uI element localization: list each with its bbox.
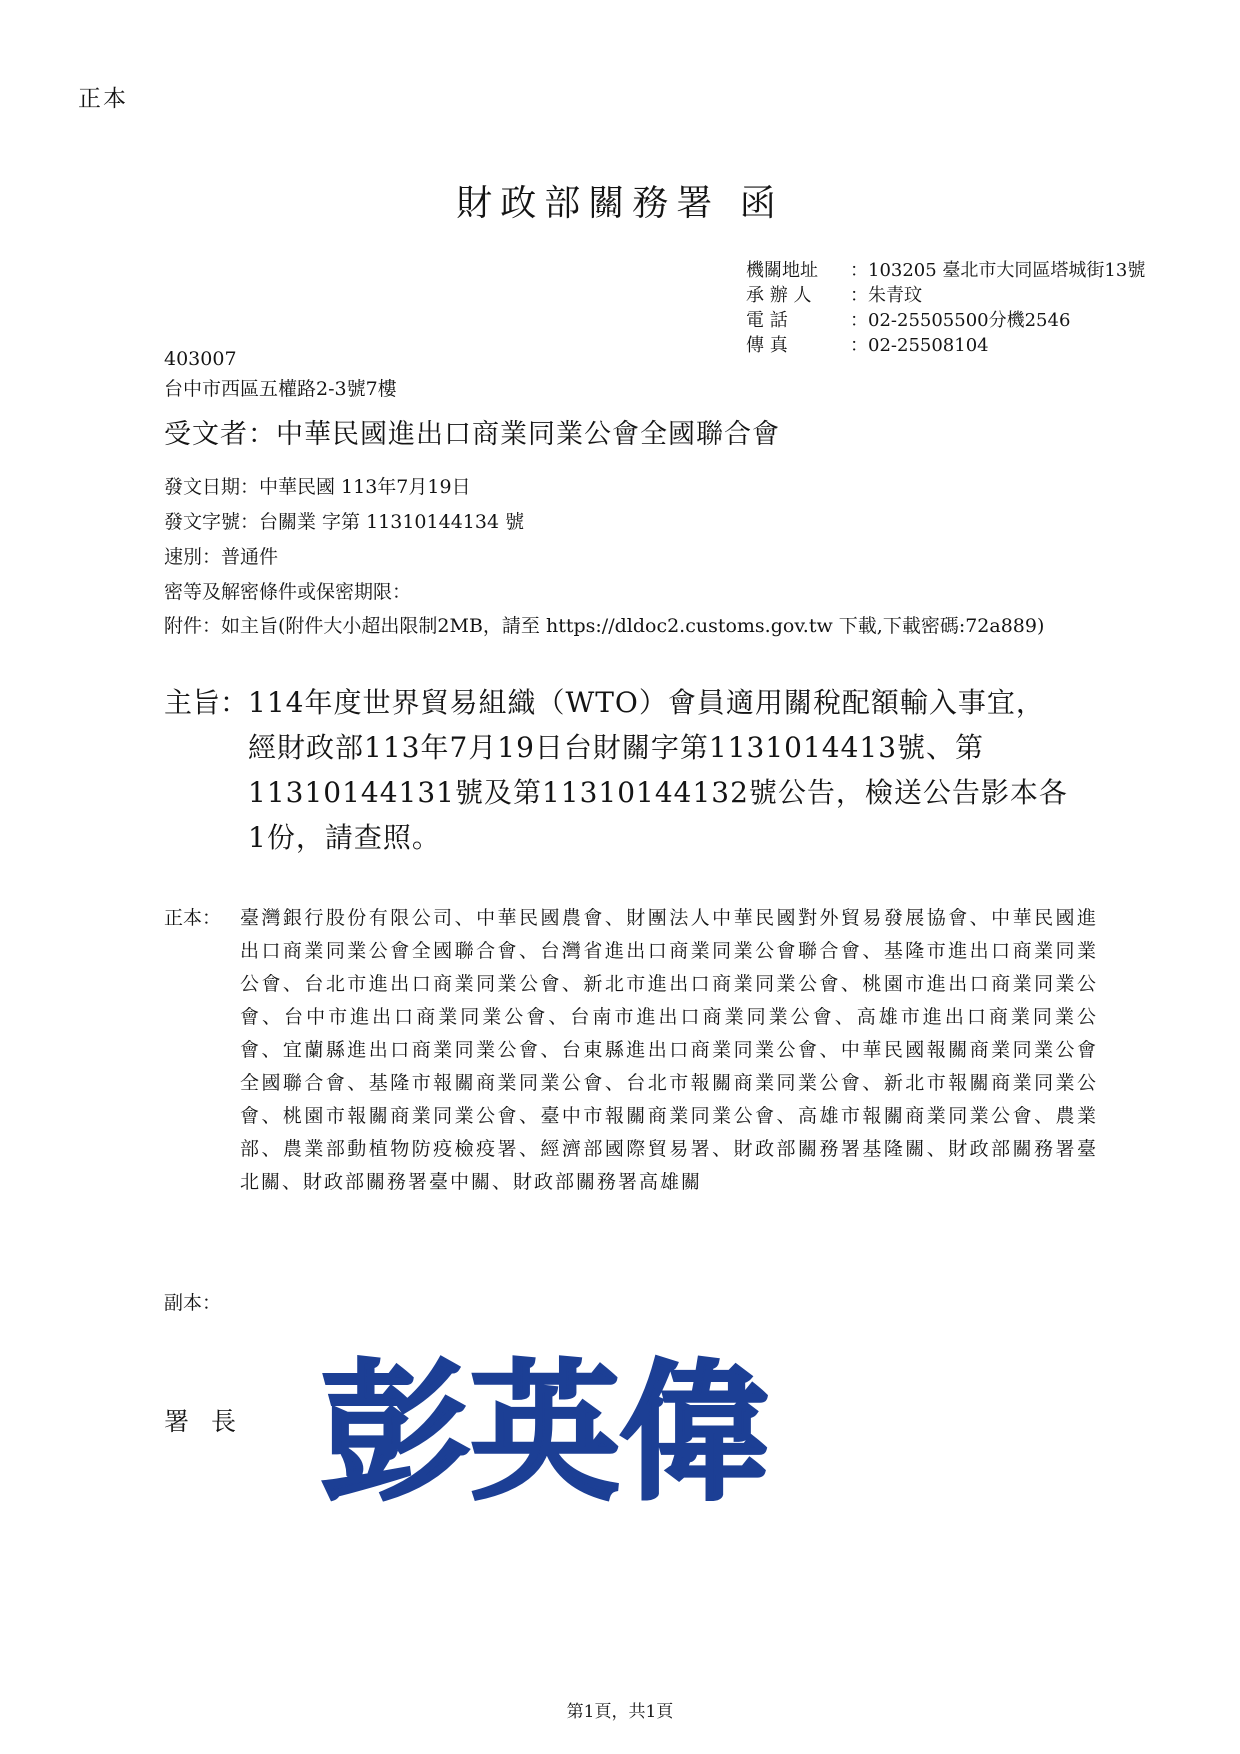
attachment-label: 附件： bbox=[164, 615, 222, 637]
contact-phone-row: 電 話 ： 02-25505500分機2546 bbox=[746, 310, 1071, 331]
contact-handler-row: 承 辦 人 ： 朱青玟 bbox=[746, 285, 922, 306]
signature-image bbox=[315, 1325, 775, 1525]
contact-address-row: 機關地址 ： 103205 臺北市大同區塔城街13號 bbox=[746, 260, 1146, 281]
subject-text: 114年度世界貿易組織（WTO）會員適用關稅配額輸入事宜，經財政部113年7月19日台財關字第1131014413號、第11310144131號及第11310144132號公告，檢送公告影本各1份，請查照。 bbox=[248, 686, 1068, 854]
recipient-address: 台中市西區五權路2-3號7樓 bbox=[164, 378, 397, 400]
contact-value: 103205 臺北市大同區塔城街13號 bbox=[868, 260, 1146, 281]
contact-value: 02-25508104 bbox=[868, 335, 989, 356]
document-meta bbox=[164, 470, 1124, 642]
contact-label: 機關地址 bbox=[746, 260, 818, 281]
cc-label: 副本： bbox=[164, 1292, 222, 1314]
distribution-text: 臺灣銀行股份有限公司、中華民國農會、財團法人中華民國對外貿易發展協會、中華民國進出口商業同業公會全國聯合會、台灣省進出口商業同業公會聯合會、基隆市進出口商業同業公會、台北市進出口商業同業公會、新北市進出口商業同業公會、桃園市進出口商業同業公會、台中市進出口商業同業公會、台南市進出口商業同業公會、高雄市進出口商業同業公會、宜蘭縣進出口商業同業公會、台東縣進出口商業同業公會、中華民國報關商業同業公會全國聯合會、基隆市報關商業同業公會、台北市報關商業同業公會、新北市報關商業同業公會、桃園市報關商業同業公會、臺中市報關商業同業公會、高雄市報關商業同業公會、農業部、農業部動植物防疫檢疫署、經濟部國際貿易署、財政部關務署基隆關、財政部關務署臺北關、財政部關務署臺中關、財政部關務署高雄關 bbox=[240, 907, 1098, 1193]
contact-label: 電 話 bbox=[746, 310, 788, 331]
contact-block bbox=[746, 258, 1145, 358]
secrecy-level: 密等及解密條件或保密期限： bbox=[164, 581, 412, 603]
subject-label: 主旨： bbox=[164, 686, 249, 719]
contact-value: 朱青玟 bbox=[868, 285, 922, 306]
contact-label: 傳 真 bbox=[746, 335, 788, 356]
contact-value: 02-25505500分機2546 bbox=[868, 310, 1071, 331]
attachment bbox=[164, 610, 1124, 642]
document-number: 發文字號：台關業 字第 11310144134 號 bbox=[164, 511, 525, 533]
recipient-zip: 403007 bbox=[164, 348, 237, 370]
document-title: 財政部關務署 函 bbox=[456, 183, 784, 224]
page-number: 第1頁，共1頁 bbox=[566, 1702, 674, 1722]
contact-fax-row: 傳 真 ： 02-25508104 bbox=[746, 335, 989, 356]
subject bbox=[164, 680, 1104, 860]
distribution bbox=[164, 902, 1099, 1199]
chief-title: 署長 bbox=[164, 1407, 259, 1436]
attachment-value: 如主旨(附件大小超出限制2MB，請至 https://dldoc2.customs.gov.tw 下載,下載密碼:72a889) bbox=[221, 615, 1045, 637]
signature-stamp bbox=[315, 1325, 775, 1525]
contact-label: 承 辦 人 bbox=[746, 285, 812, 306]
signature-glyphs: 彭英偉 bbox=[319, 1345, 771, 1521]
copy-mark: 正本 bbox=[78, 86, 128, 112]
issue-date: 發文日期：中華民國 113年7月19日 bbox=[164, 476, 471, 498]
recipient: 受文者：中華民國進出口商業同業公會全國聯合會 bbox=[164, 419, 780, 450]
delivery-speed: 速別：普通件 bbox=[164, 546, 279, 568]
distribution-label: 正本： bbox=[164, 907, 222, 929]
